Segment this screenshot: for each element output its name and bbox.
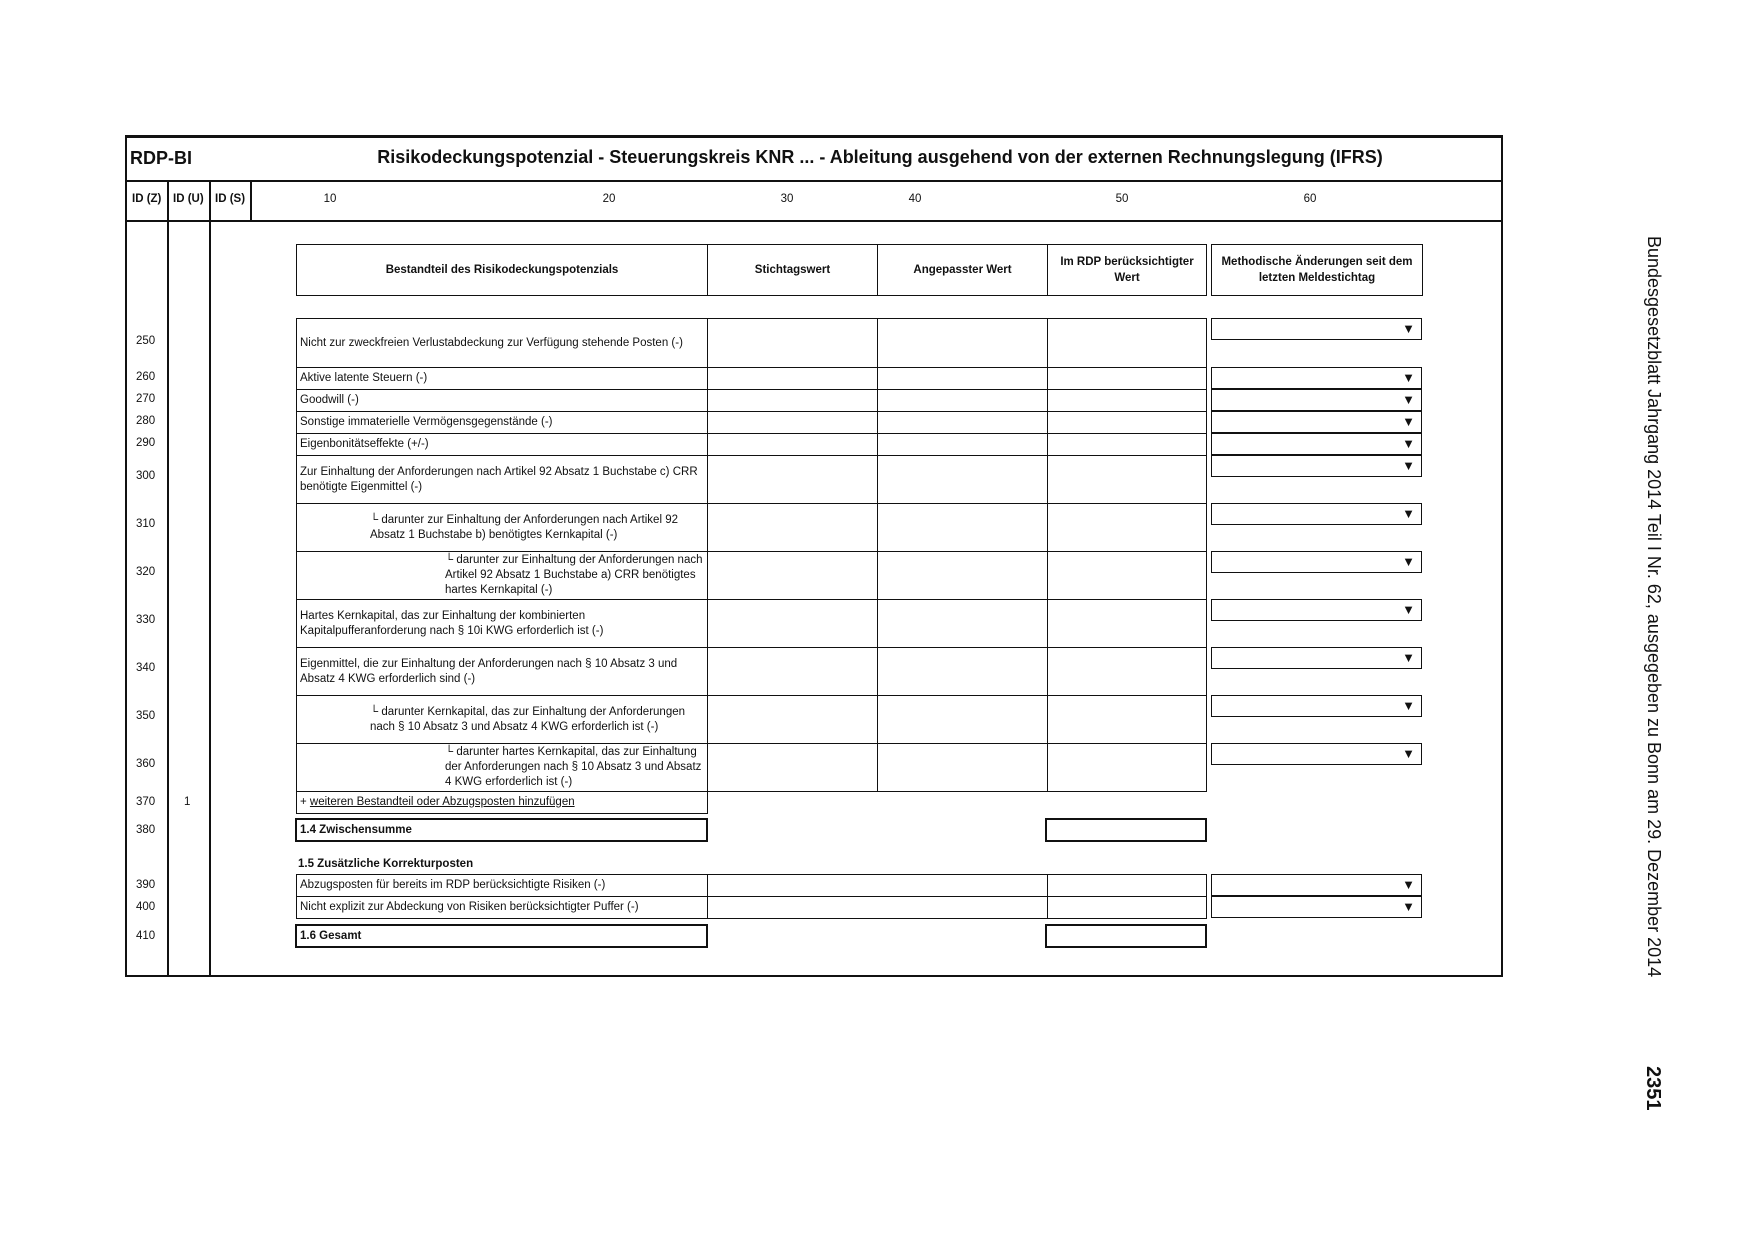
subtotal-label: 1.4 Zwischensumme [300, 823, 412, 836]
row-label-cell [296, 695, 708, 744]
row-id: 370 [136, 796, 156, 808]
adjusted-value-input[interactable] [877, 743, 1048, 792]
row-label: Eigenmittel, die zur Einhaltung der Anforderungen nach § 10 Absatz 3 und Absatz 4 KWG erforderlich sind (-) [300, 657, 678, 685]
chevron-down-icon: ▼ [1402, 698, 1415, 713]
add-component-link[interactable]: weiteren Bestandteil oder Abzugsposten hinzufügen [309, 796, 575, 808]
method-change-dropdown[interactable] [1211, 599, 1422, 621]
row-id: 290 [136, 437, 156, 449]
row-id: 400 [136, 901, 156, 913]
chevron-down-icon: ▼ [1402, 602, 1415, 617]
row-label-cell [296, 551, 708, 600]
row-label: Eigenbonitätseffekte (+/-) [300, 438, 429, 450]
row-label: └ darunter zur Einhaltung der Anforderungen nach Artikel 92 Absatz 1 Buchstabe a) CRR benötigtes hartes Kernkapital (-) [445, 554, 703, 596]
method-change-dropdown[interactable] [1211, 647, 1422, 669]
method-change-dropdown[interactable] [1211, 874, 1422, 896]
method-change-dropdown[interactable] [1211, 433, 1422, 455]
id-z-label: ID (Z) [132, 193, 162, 205]
id-s-divider [250, 180, 252, 220]
chevron-down-icon: ▼ [1402, 458, 1415, 473]
row-rule [707, 874, 1047, 875]
adjusted-value-input[interactable] [877, 695, 1048, 744]
total-label-cell [295, 924, 708, 948]
rdp-value-input[interactable] [1047, 455, 1207, 504]
header-component: Bestandteil des Risikodeckungspotenzials [296, 244, 708, 296]
chevron-down-icon: ▼ [1402, 392, 1415, 407]
row-label: Sonstige immaterielle Vermögensgegenstände (-) [300, 416, 553, 428]
side-header: Bundesgesetzblatt Jahrgang 2014 Teil I Nr. 62, ausgegeben zu Bonn am 29. Dezember 2014 [1644, 236, 1664, 978]
rdp-value-input[interactable] [1047, 896, 1207, 919]
row-label-cell [296, 743, 708, 792]
row-label: Goodwill (-) [300, 394, 359, 406]
header-method-changes: Methodische Änderungen seit dem letzten Meldestichtag [1211, 244, 1423, 296]
rdp-value-input[interactable] [1047, 551, 1207, 600]
id-s-label: ID (S) [215, 193, 246, 205]
header-adjusted-value: Angepasster Wert [877, 244, 1048, 296]
rdp-value-input[interactable] [1047, 389, 1207, 412]
row-label-cell [296, 389, 708, 412]
row-label: Abzugsposten für bereits im RDP berücksichtigte Risiken (-) [300, 879, 606, 891]
row-label-cell [296, 455, 708, 504]
row-rule [707, 918, 1047, 919]
row-id: 350 [136, 710, 156, 722]
method-change-dropdown[interactable] [1211, 389, 1422, 411]
add-plus-icon: + [300, 796, 310, 808]
rdp-value-input[interactable] [1047, 743, 1207, 792]
reference-value-input[interactable] [707, 647, 878, 696]
reference-value-input[interactable] [707, 455, 878, 504]
chevron-down-icon: ▼ [1402, 436, 1415, 451]
rdp-value-input[interactable] [1047, 433, 1207, 456]
adjusted-value-input[interactable] [877, 551, 1048, 600]
adjusted-value-input[interactable] [877, 455, 1048, 504]
adjusted-value-input[interactable] [877, 599, 1048, 648]
method-change-dropdown[interactable] [1211, 896, 1422, 918]
method-change-dropdown[interactable] [1211, 695, 1422, 717]
row-id: 310 [136, 518, 156, 530]
column-number: 20 [602, 193, 616, 205]
row-label: Nicht explizit zur Abdeckung von Risiken berücksichtigter Puffer (-) [300, 901, 639, 913]
form-code: RDP-BI [130, 148, 192, 168]
subtotal-label-cell [295, 818, 708, 842]
id-z-divider [167, 180, 169, 977]
row-label: └ darunter hartes Kernkapital, das zur Einhaltung der Anforderungen nach § 10 Absatz 3 und Absatz 4 KWG erforderlich ist (-) [445, 746, 702, 788]
column-number: 50 [1115, 193, 1129, 205]
chevron-down-icon: ▼ [1402, 554, 1415, 569]
row-id: 360 [136, 758, 156, 770]
adjusted-value-input[interactable] [877, 411, 1048, 434]
chevron-down-icon: ▼ [1402, 746, 1415, 761]
method-change-dropdown[interactable] [1211, 503, 1422, 525]
reference-value-input[interactable] [707, 695, 878, 744]
reference-value-input[interactable] [707, 743, 878, 792]
method-change-dropdown[interactable] [1211, 551, 1422, 573]
adjusted-value-input[interactable] [877, 503, 1048, 552]
row-id: 390 [136, 879, 156, 891]
method-change-dropdown[interactable] [1211, 367, 1422, 389]
id-u-label: ID (U) [173, 193, 204, 205]
form-title: Risikodeckungspotenzial - Steuerungskreis KNR ... - Ableitung ausgehend von der externen Rechnungslegung (IFRS) [377, 147, 1383, 167]
column-number: 60 [1303, 193, 1317, 205]
reference-value-input[interactable] [707, 411, 878, 434]
row-id: 300 [136, 470, 156, 482]
add-row-cell [296, 791, 708, 814]
row-id: 270 [136, 393, 156, 405]
chevron-down-icon: ▼ [1402, 370, 1415, 385]
column-number: 30 [780, 193, 794, 205]
adjusted-value-input[interactable] [877, 433, 1048, 456]
method-change-dropdown[interactable] [1211, 455, 1422, 477]
rdp-value-input[interactable] [1047, 318, 1207, 368]
row-label-cell [296, 503, 708, 552]
section-heading: 1.5 Zusätzliche Korrekturposten [298, 858, 474, 870]
rdp-value-input[interactable] [1047, 647, 1207, 696]
row-label-cell [296, 896, 708, 919]
column-number: 40 [908, 193, 922, 205]
reference-value-input[interactable] [707, 503, 878, 552]
reference-value-input[interactable] [707, 318, 878, 368]
method-change-dropdown[interactable] [1211, 318, 1422, 340]
row-label: Nicht zur zweckfreien Verlustabdeckung zur Verfügung stehende Posten (-) [300, 336, 683, 349]
row-label: Zur Einhaltung der Anforderungen nach Artikel 92 Absatz 1 Buchstabe c) CRR benötigte Eigenmittel (-) [300, 465, 698, 493]
chevron-down-icon: ▼ [1402, 321, 1415, 336]
row-id: 250 [136, 335, 156, 347]
chevron-down-icon: ▼ [1402, 506, 1415, 521]
header-reference-value: Stichtagswert [707, 244, 878, 296]
row-id: 330 [136, 614, 156, 626]
reference-value-input[interactable] [707, 551, 878, 600]
column-number: 10 [323, 193, 337, 205]
row-uid: 1 [184, 796, 191, 808]
row-id: 380 [136, 824, 156, 836]
title-divider [125, 180, 1503, 182]
adjusted-value-input[interactable] [877, 318, 1048, 368]
rdp-value-input[interactable] [1047, 503, 1207, 552]
header-divider [125, 220, 1503, 222]
total-rdp-value[interactable] [1045, 924, 1207, 948]
chevron-down-icon: ▼ [1402, 899, 1415, 914]
reference-value-input[interactable] [707, 389, 878, 412]
rdp-value-input[interactable] [1047, 874, 1207, 897]
row-label: └ darunter zur Einhaltung der Anforderungen nach Artikel 92 Absatz 1 Buchstabe b) benötigtes Kernkapital (-) [370, 513, 678, 541]
row-label-cell [296, 411, 708, 434]
row-label-cell [296, 647, 708, 696]
row-id: 260 [136, 371, 156, 383]
method-change-dropdown[interactable] [1211, 411, 1422, 433]
page-number: 2351 [1642, 1066, 1664, 1111]
rdp-value-input[interactable] [1047, 411, 1207, 434]
total-label: 1.6 Gesamt [300, 929, 362, 942]
subtotal-rdp-value[interactable] [1045, 818, 1207, 842]
row-id: 340 [136, 662, 156, 674]
adjusted-value-input[interactable] [877, 389, 1048, 412]
rdp-value-input[interactable] [1047, 695, 1207, 744]
reference-value-input[interactable] [707, 599, 878, 648]
row-label-cell [296, 318, 708, 368]
row-label-cell [296, 874, 708, 897]
row-id: 410 [136, 930, 156, 942]
row-rule [707, 896, 1047, 897]
row-label-cell [296, 367, 708, 390]
row-label-cell [296, 599, 708, 648]
row-id: 320 [136, 566, 156, 578]
reference-value-input[interactable] [707, 433, 878, 456]
adjusted-value-input[interactable] [877, 647, 1048, 696]
id-u-divider [209, 180, 211, 977]
row-label: Aktive latente Steuern (-) [300, 372, 428, 384]
chevron-down-icon: ▼ [1402, 414, 1415, 429]
row-label-cell [296, 433, 708, 456]
adjusted-value-input[interactable] [877, 367, 1048, 390]
reference-value-input[interactable] [707, 367, 878, 390]
row-label: Hartes Kernkapital, das zur Einhaltung der kombinierten Kapitalpufferanforderung nach § 10i KWG erforderlich ist (-) [300, 609, 604, 637]
chevron-down-icon: ▼ [1402, 877, 1415, 892]
header-rdp-value: Im RDP berücksichtigter Wert [1047, 244, 1207, 296]
row-id: 280 [136, 415, 156, 427]
chevron-down-icon: ▼ [1402, 650, 1415, 665]
rdp-value-input[interactable] [1047, 367, 1207, 390]
row-label: └ darunter Kernkapital, das zur Einhaltung der Anforderungen nach § 10 Absatz 3 und Absatz 4 KWG erforderlich ist (-) [370, 705, 686, 733]
method-change-dropdown[interactable] [1211, 743, 1422, 765]
rdp-value-input[interactable] [1047, 599, 1207, 648]
